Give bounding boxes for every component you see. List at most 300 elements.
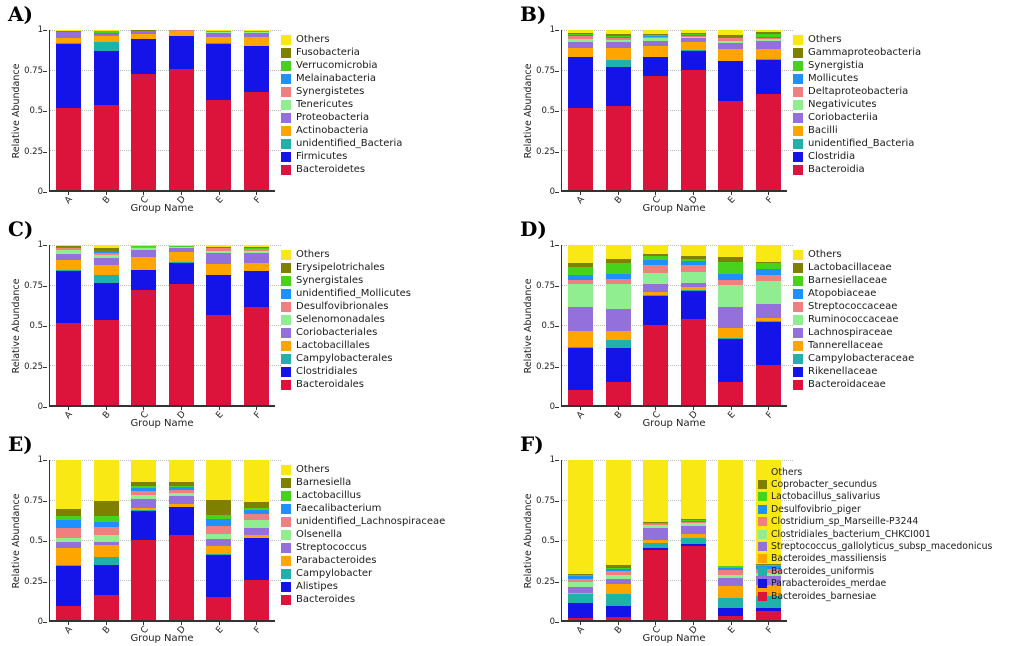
legend-label: Atopobiaceae bbox=[808, 288, 877, 299]
y-tick-label: 0.75 bbox=[24, 495, 43, 506]
legend-swatch bbox=[281, 465, 291, 475]
x-tick-label: A bbox=[575, 194, 588, 206]
x-axis-title: Group Name bbox=[130, 633, 194, 644]
y-axis-ticks bbox=[0, 455, 47, 627]
legend-item bbox=[758, 528, 992, 540]
legend-item bbox=[281, 489, 445, 502]
legend-label: Barnesiella bbox=[296, 477, 352, 488]
legend-item bbox=[793, 59, 921, 72]
legend-item bbox=[793, 300, 914, 313]
bar-segment bbox=[94, 527, 119, 535]
legend-swatch bbox=[281, 354, 291, 364]
y-tick-label: 0.25 bbox=[536, 146, 555, 157]
bar-segment bbox=[643, 76, 668, 190]
bar-segment bbox=[718, 328, 743, 338]
legend-label: Streptococcus bbox=[296, 542, 367, 553]
legend-item bbox=[793, 111, 921, 124]
legend-item bbox=[793, 46, 921, 59]
bar-segment bbox=[756, 304, 781, 318]
bar-segment bbox=[131, 540, 156, 620]
legend-label: Bacteroides_barnesiae bbox=[771, 590, 877, 602]
y-tick-mark bbox=[43, 541, 47, 542]
panel-label: C) bbox=[8, 217, 34, 241]
legend-label: Desulfovibrionales bbox=[296, 301, 389, 312]
legend-swatch bbox=[758, 492, 767, 501]
legend-item bbox=[281, 72, 402, 85]
bar-segment bbox=[56, 566, 81, 606]
legend-swatch bbox=[281, 341, 291, 351]
legend-label: Streptococcus_gallolyticus_subsp_macedonicus bbox=[771, 541, 993, 553]
bar-segment bbox=[718, 382, 743, 405]
legend-item bbox=[793, 163, 921, 176]
x-tick-label: C bbox=[650, 194, 663, 207]
x-tick-label: C bbox=[138, 194, 151, 207]
legend-swatch bbox=[281, 35, 291, 45]
y-tick-mark bbox=[555, 326, 559, 327]
legend-item bbox=[281, 313, 411, 326]
x-tick-mark bbox=[256, 407, 257, 410]
panel-D bbox=[512, 215, 1024, 430]
legend-item bbox=[281, 124, 402, 137]
legend-item bbox=[281, 365, 411, 378]
x-tick-label: F bbox=[764, 410, 776, 421]
bar-segment bbox=[94, 501, 119, 516]
legend-swatch bbox=[793, 152, 803, 162]
y-tick-mark bbox=[555, 245, 559, 246]
legend-label: Selenomonadales bbox=[296, 314, 385, 325]
bar-segment bbox=[244, 46, 269, 92]
bar-segment bbox=[244, 37, 269, 46]
legend-label: Streptococcaceae bbox=[808, 301, 898, 312]
legend-swatch bbox=[281, 289, 291, 299]
y-tick-mark bbox=[43, 286, 47, 287]
y-axis-ticks bbox=[512, 455, 559, 627]
bar-segment bbox=[131, 460, 156, 482]
legend-swatch bbox=[758, 542, 767, 551]
bar-segment bbox=[568, 245, 593, 263]
legend-swatch bbox=[281, 113, 291, 123]
bar-segment bbox=[206, 526, 231, 533]
plot-area bbox=[49, 460, 275, 622]
y-tick-label: 0.75 bbox=[536, 65, 555, 76]
legend-swatch bbox=[281, 478, 291, 488]
legend-item bbox=[793, 313, 914, 326]
legend-swatch bbox=[281, 152, 291, 162]
bar-segment bbox=[169, 535, 194, 620]
y-axis-ticks bbox=[0, 25, 47, 197]
bar-segment bbox=[568, 331, 593, 347]
legend-item bbox=[281, 33, 402, 46]
x-tick-mark bbox=[181, 407, 182, 410]
legend-label: Desulfovibrio_piger bbox=[771, 503, 861, 515]
x-tick-mark bbox=[219, 407, 220, 410]
x-tick-label: D bbox=[688, 194, 701, 207]
stacked-bar-group-F bbox=[244, 30, 269, 190]
bar-segment bbox=[244, 580, 269, 620]
legend-swatch bbox=[281, 491, 291, 501]
y-tick-mark bbox=[43, 367, 47, 368]
legend-swatch bbox=[281, 328, 291, 338]
bar-segment bbox=[94, 258, 119, 265]
legend-swatch bbox=[281, 276, 291, 286]
y-tick-label: 0.75 bbox=[536, 495, 555, 506]
bar-segment bbox=[756, 41, 781, 50]
legend-label: Olsenella bbox=[296, 529, 343, 540]
legend-label: Others bbox=[771, 466, 803, 478]
legend-item bbox=[281, 502, 445, 515]
legend-swatch bbox=[793, 48, 803, 58]
legend-label: Bacteroidaceae bbox=[808, 379, 886, 390]
x-tick-mark bbox=[731, 192, 732, 195]
legend-label: Coriobacteriia bbox=[808, 112, 878, 123]
legend-item bbox=[758, 516, 992, 528]
legend-item bbox=[793, 261, 914, 274]
legend-item bbox=[281, 98, 402, 111]
panel-F bbox=[512, 430, 1024, 645]
x-tick-label: D bbox=[688, 624, 701, 637]
stacked-bar-group-C bbox=[643, 30, 668, 190]
legend-swatch bbox=[758, 480, 767, 489]
legend-label: Campylobacteraceae bbox=[808, 353, 915, 364]
stacked-bar-group-B bbox=[606, 245, 631, 405]
y-tick-label: 0.5 bbox=[541, 106, 555, 116]
bar-segment bbox=[681, 546, 706, 620]
x-tick-mark bbox=[106, 192, 107, 195]
legend-item bbox=[793, 339, 914, 352]
bar-segment bbox=[56, 260, 81, 270]
x-tick-mark bbox=[618, 622, 619, 625]
bar-segment bbox=[643, 46, 668, 57]
stacked-bar-group-D bbox=[169, 245, 194, 405]
x-tick-mark bbox=[68, 407, 69, 410]
legend-label: Gammaproteobacteria bbox=[808, 47, 922, 58]
legend-label: Lactobacillales bbox=[296, 340, 370, 351]
legend-item bbox=[281, 593, 445, 606]
bar-segment bbox=[718, 245, 743, 257]
x-tick-label: B bbox=[613, 409, 625, 421]
bars-container bbox=[50, 460, 275, 620]
y-tick-mark bbox=[43, 152, 47, 153]
bar-segment bbox=[131, 74, 156, 190]
legend bbox=[281, 33, 402, 176]
bar-segment bbox=[756, 245, 781, 262]
bar-segment bbox=[568, 618, 593, 620]
bar-segment bbox=[643, 57, 668, 75]
legend-swatch bbox=[281, 100, 291, 110]
legend-label: Erysipelotrichales bbox=[296, 262, 385, 273]
stacked-bar-group-C bbox=[131, 460, 156, 620]
y-tick-label: 0 bbox=[37, 187, 43, 197]
y-tick-label: 0.75 bbox=[536, 280, 555, 291]
legend-item bbox=[281, 85, 402, 98]
panel-label: B) bbox=[520, 2, 547, 26]
legend-swatch bbox=[281, 504, 291, 514]
x-tick-mark bbox=[693, 192, 694, 195]
y-tick-mark bbox=[555, 111, 559, 112]
legend bbox=[793, 248, 914, 391]
y-tick-mark bbox=[555, 367, 559, 368]
legend-label: unidentified_Lachnospiraceae bbox=[296, 516, 446, 527]
x-tick-mark bbox=[618, 407, 619, 410]
legend-swatch bbox=[793, 315, 803, 325]
y-tick-label: 0.75 bbox=[24, 65, 43, 76]
x-tick-label: B bbox=[101, 194, 113, 206]
stacked-bar-group-A bbox=[56, 460, 81, 620]
plot-area bbox=[561, 245, 787, 407]
bar-segment bbox=[756, 611, 781, 620]
x-tick-mark bbox=[580, 192, 581, 195]
bar-segment bbox=[94, 51, 119, 105]
bar-segment bbox=[606, 284, 631, 309]
bar-segment bbox=[718, 460, 743, 566]
legend-label: Bacteroides_uniformis bbox=[771, 565, 875, 577]
y-tick-label: 0 bbox=[549, 187, 555, 197]
x-tick-mark bbox=[219, 622, 220, 625]
stacked-bar-group-A bbox=[56, 30, 81, 190]
legend-label: Others bbox=[808, 249, 842, 260]
panel-C bbox=[0, 215, 512, 430]
bar-segment bbox=[169, 284, 194, 405]
bar-segment bbox=[643, 325, 668, 405]
legend-swatch bbox=[281, 263, 291, 273]
y-axis-title: Relative Abundance bbox=[11, 493, 22, 589]
bar-segment bbox=[718, 598, 743, 608]
y-tick-label: 0 bbox=[549, 402, 555, 412]
bar-segment bbox=[606, 48, 631, 59]
bars-container bbox=[562, 460, 787, 620]
y-tick-mark bbox=[555, 501, 559, 502]
stacked-bar-group-B bbox=[94, 30, 119, 190]
bar-segment bbox=[56, 520, 81, 528]
x-tick-label: A bbox=[63, 624, 76, 636]
panel-label: A) bbox=[8, 2, 33, 26]
bar-segment bbox=[169, 496, 194, 504]
legend-swatch bbox=[281, 367, 291, 377]
y-tick-label: 0.25 bbox=[536, 576, 555, 587]
legend-swatch bbox=[793, 302, 803, 312]
y-tick-label: 0.5 bbox=[29, 321, 43, 331]
legend-item bbox=[793, 137, 921, 150]
bar-segment bbox=[681, 70, 706, 190]
legend-label: Lactobacillus_salivarius bbox=[771, 491, 881, 503]
x-tick-label: F bbox=[764, 625, 776, 636]
bar-segment bbox=[94, 565, 119, 595]
legend-label: Others bbox=[296, 249, 330, 260]
x-tick-mark bbox=[143, 622, 144, 625]
y-tick-mark bbox=[43, 582, 47, 583]
plot-area bbox=[561, 460, 787, 622]
legend-swatch bbox=[281, 74, 291, 84]
legend-item bbox=[281, 326, 411, 339]
legend-swatch bbox=[793, 367, 803, 377]
legend-swatch bbox=[281, 569, 291, 579]
bar-segment bbox=[56, 108, 81, 190]
legend-item bbox=[281, 261, 411, 274]
legend-swatch bbox=[793, 263, 803, 273]
y-tick-label: 0.5 bbox=[541, 321, 555, 331]
bar-segment bbox=[643, 550, 668, 620]
bar-segment bbox=[718, 307, 743, 328]
x-tick-label: B bbox=[613, 624, 625, 636]
legend-label: unidentified_Bacteria bbox=[808, 138, 915, 149]
legend-swatch bbox=[281, 302, 291, 312]
bar-segment bbox=[681, 42, 706, 51]
legend-item bbox=[281, 567, 445, 580]
y-tick-label: 0 bbox=[37, 617, 43, 627]
x-tick-label: E bbox=[214, 624, 226, 636]
legend-label: Others bbox=[808, 34, 842, 45]
legend-swatch bbox=[281, 48, 291, 58]
x-tick-mark bbox=[693, 622, 694, 625]
bar-segment bbox=[643, 245, 668, 254]
stacked-bar-group-F bbox=[244, 460, 269, 620]
y-axis-ticks bbox=[0, 240, 47, 412]
legend-swatch bbox=[758, 468, 767, 477]
bar-segment bbox=[606, 584, 631, 593]
plot-area bbox=[49, 245, 275, 407]
bar-segment bbox=[718, 578, 743, 586]
y-tick-mark bbox=[555, 152, 559, 153]
bar-segment bbox=[131, 499, 156, 508]
legend-label: Coriobacteriales bbox=[296, 327, 378, 338]
legend-swatch bbox=[758, 517, 767, 526]
bar-segment bbox=[568, 594, 593, 603]
legend-item bbox=[793, 72, 921, 85]
legend-item bbox=[281, 150, 402, 163]
bar-segment bbox=[131, 257, 156, 269]
stacked-bar-group-D bbox=[681, 245, 706, 405]
legend-label: Clostridium_sp_Marseille-P3244 bbox=[771, 516, 919, 528]
legend-swatch bbox=[793, 289, 803, 299]
bar-segment bbox=[94, 105, 119, 190]
legend-item bbox=[793, 274, 914, 287]
legend-swatch bbox=[281, 315, 291, 325]
legend-item bbox=[281, 287, 411, 300]
bar-segment bbox=[756, 49, 781, 59]
legend-label: Bacilli bbox=[808, 125, 838, 136]
legend-label: Ruminococcaceae bbox=[808, 314, 899, 325]
x-tick-mark bbox=[181, 192, 182, 195]
y-tick-label: 0.5 bbox=[541, 536, 555, 546]
bar-segment bbox=[206, 253, 231, 263]
legend-swatch bbox=[793, 113, 803, 123]
y-tick-label: 1 bbox=[37, 25, 43, 35]
bar-segment bbox=[56, 323, 81, 405]
legend-label: Bacteroidales bbox=[296, 379, 364, 390]
legend-item bbox=[793, 150, 921, 163]
panel-B bbox=[512, 0, 1024, 215]
legend-item bbox=[758, 578, 992, 590]
legend-item bbox=[281, 476, 445, 489]
bar-segment bbox=[56, 606, 81, 620]
stacked-bar-group-F bbox=[756, 245, 781, 405]
bar-segment bbox=[568, 48, 593, 57]
stacked-bar-group-D bbox=[169, 460, 194, 620]
bar-segment bbox=[568, 108, 593, 190]
y-tick-label: 0.25 bbox=[536, 361, 555, 372]
x-axis-title: Group Name bbox=[130, 418, 194, 429]
bar-segment bbox=[718, 339, 743, 382]
bars-container bbox=[50, 245, 275, 405]
y-tick-label: 1 bbox=[37, 455, 43, 465]
legend-label: Campylobacter bbox=[296, 568, 373, 579]
panel-E bbox=[0, 430, 512, 645]
y-tick-label: 0 bbox=[549, 617, 555, 627]
bar-segment bbox=[606, 460, 631, 565]
bar-segment bbox=[56, 44, 81, 108]
bar-segment bbox=[94, 283, 119, 320]
legend-item bbox=[793, 365, 914, 378]
legend-item bbox=[758, 478, 992, 490]
legend-item bbox=[793, 85, 921, 98]
x-tick-mark bbox=[143, 192, 144, 195]
legend-label: Parabacteroides_merdae bbox=[771, 578, 887, 590]
x-tick-label: A bbox=[575, 624, 588, 636]
bar-segment bbox=[131, 39, 156, 74]
bar-segment bbox=[718, 586, 743, 598]
x-tick-mark bbox=[731, 622, 732, 625]
x-tick-label: D bbox=[176, 624, 189, 637]
y-tick-label: 1 bbox=[549, 455, 555, 465]
bar-segment bbox=[56, 528, 81, 538]
y-axis-title: Relative Abundance bbox=[11, 63, 22, 159]
legend-label: unidentified_Mollicutes bbox=[296, 288, 411, 299]
bar-segment bbox=[756, 322, 781, 365]
bar-segment bbox=[643, 265, 668, 273]
legend bbox=[281, 248, 411, 391]
bar-segment bbox=[169, 507, 194, 535]
legend-swatch bbox=[758, 567, 767, 576]
x-tick-label: F bbox=[252, 195, 264, 206]
bar-segment bbox=[206, 597, 231, 620]
bar-segment bbox=[94, 595, 119, 620]
bar-segment bbox=[681, 245, 706, 256]
bar-segment bbox=[206, 546, 231, 555]
stacked-bar-group-F bbox=[756, 30, 781, 190]
legend-item bbox=[758, 590, 992, 602]
y-tick-label: 0 bbox=[37, 402, 43, 412]
legend-label: Lactobacillaceae bbox=[808, 262, 892, 273]
x-tick-mark bbox=[693, 407, 694, 410]
x-tick-mark bbox=[106, 622, 107, 625]
bar-segment bbox=[206, 100, 231, 190]
bar-segment bbox=[244, 92, 269, 190]
x-axis-title: Group Name bbox=[642, 633, 706, 644]
legend-item bbox=[281, 352, 411, 365]
legend bbox=[793, 33, 921, 176]
bar-segment bbox=[606, 67, 631, 106]
legend-swatch bbox=[793, 61, 803, 71]
stacked-bar-group-F bbox=[244, 245, 269, 405]
bar-segment bbox=[131, 270, 156, 290]
bar-segment bbox=[568, 267, 593, 276]
x-tick-label: E bbox=[214, 409, 226, 421]
x-tick-label: D bbox=[176, 194, 189, 207]
legend-item bbox=[793, 124, 921, 137]
legend-item bbox=[281, 111, 402, 124]
bar-segment bbox=[643, 284, 668, 292]
legend-label: unidentified_Bacteria bbox=[296, 138, 403, 149]
bar-segment bbox=[56, 271, 81, 323]
legend-item bbox=[281, 541, 445, 554]
y-tick-mark bbox=[43, 501, 47, 502]
legend-label: Bacteroidetes bbox=[296, 164, 366, 175]
x-axis-title: Group Name bbox=[642, 418, 706, 429]
x-tick-label: A bbox=[63, 194, 76, 206]
stacked-bar-group-C bbox=[131, 30, 156, 190]
bar-segment bbox=[756, 365, 781, 405]
legend-item bbox=[281, 515, 445, 528]
